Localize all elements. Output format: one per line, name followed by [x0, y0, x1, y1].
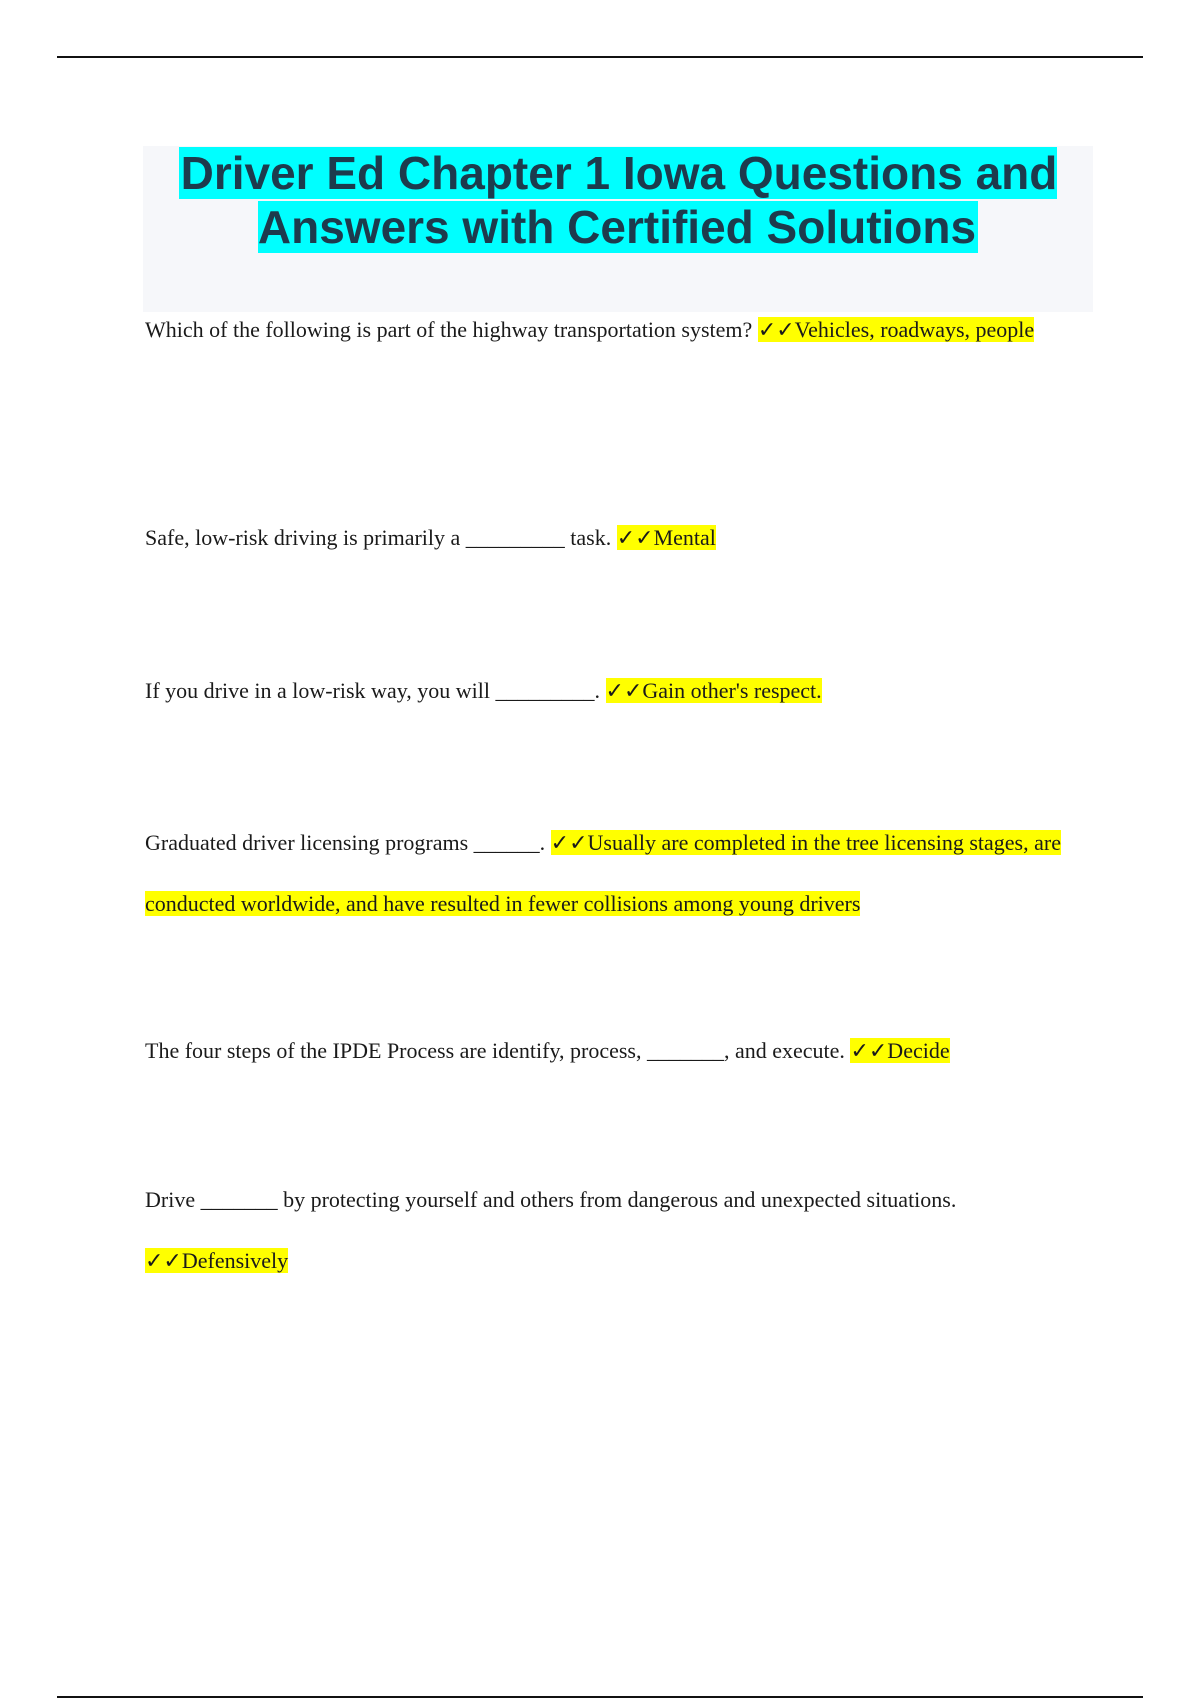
- footer-rule: [57, 1696, 1143, 1698]
- answer-text: ✓✓Usually are completed in the tree licensing stages, are conducted worldwide, and have resulted in fewer collisions among young drivers: [145, 830, 1061, 916]
- question-text: Graduated driver licensing programs ______.: [145, 830, 546, 855]
- document-title-text: Driver Ed Chapter 1 Iowa Questions and Answers with Certified Solutions: [180, 147, 1058, 253]
- answer-text: ✓✓Defensively: [145, 1248, 289, 1273]
- answer-text: ✓✓Gain other's respect.: [605, 678, 822, 703]
- question-text: If you drive in a low-risk way, you will _________.: [145, 678, 601, 703]
- qa-item: [145, 299, 1075, 360]
- title-block: [143, 146, 1093, 312]
- header-rule: [57, 56, 1143, 58]
- answer-text: ✓✓Decide: [850, 1038, 950, 1063]
- document-title: [143, 146, 1093, 254]
- answer-text: ✓✓Vehicles, roadways, people: [757, 317, 1035, 342]
- qa-item: [145, 507, 1075, 568]
- qa-item: [145, 812, 1075, 934]
- question-text: Which of the following is part of the highway transportation system?: [145, 317, 753, 342]
- question-text: Safe, low-risk driving is primarily a _________ task.: [145, 525, 612, 550]
- qa-item: [145, 1169, 1075, 1291]
- answer-text: ✓✓Mental: [616, 525, 716, 550]
- question-text: The four steps of the IPDE Process are identify, process, _______, and execute.: [145, 1038, 845, 1063]
- qa-item: [145, 660, 1075, 721]
- qa-item: [145, 1020, 1075, 1081]
- question-text: Drive _______ by protecting yourself and others from dangerous and unexpected situations.: [145, 1187, 957, 1212]
